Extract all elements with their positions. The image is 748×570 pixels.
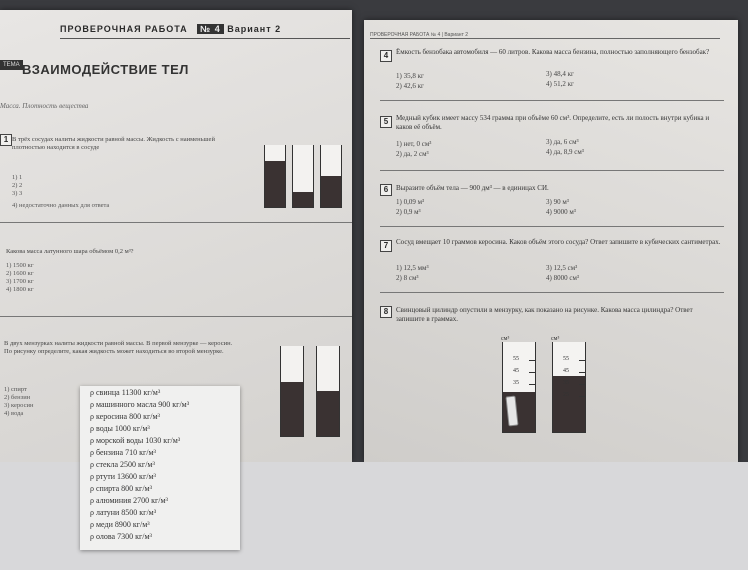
measuring-cylinder-1 (501, 336, 536, 433)
density-row: ρ меди 8900 кг/м³ (90, 520, 150, 529)
beaker-1 (280, 346, 304, 437)
cylinder-2-unit: см³ (551, 336, 560, 342)
vessel-3-liquid (321, 176, 341, 207)
question-2-text: Какова масса латунного шара объёмом 0,2 м³? (6, 248, 134, 255)
question-4-option-3: 3) 48,4 кг (546, 70, 574, 78)
beaker-2 (316, 346, 340, 437)
question-2-option-1: 1) 1500 кг (6, 262, 34, 269)
variant-label: Вариант 2 (227, 24, 282, 34)
question-2-option-3: 3) 1700 кг (6, 278, 34, 285)
scale-tick (529, 384, 535, 385)
question-4-option-4: 4) 51,2 кг (546, 80, 574, 88)
divider (0, 222, 352, 223)
question-5-option-1: 1) нет, 0 см³ (396, 140, 432, 148)
scale-tick (579, 384, 585, 385)
question-1-number: 1 (0, 134, 12, 146)
question-8-number: 8 (380, 306, 392, 318)
scale-label: 45 (513, 368, 519, 374)
question-2-option-4: 4) 1800 кг (6, 286, 34, 293)
scale-tick (579, 396, 585, 397)
density-row: ρ свинца 11300 кг/м³ (90, 388, 161, 397)
left-page-header (60, 24, 350, 39)
vessel-3 (320, 145, 342, 208)
question-6-text: Выразите объём тела — 900 дм³ — в единицах СИ. (396, 184, 549, 192)
question-4-number: 4 (380, 50, 392, 62)
topic-tag: ТЕМА (0, 60, 23, 70)
scale-label: 35 (513, 380, 519, 386)
question-1-option-1: 1) 1 (12, 174, 23, 181)
question-3-option-1: 1) спирт (4, 386, 27, 393)
question-4-text: Ёмкость бензобака автомобиля — 60 литров. Какова масса бензина, полностью заполняющего бензобак? (396, 48, 710, 56)
question-7-option-2: 2) 8 см³ (396, 274, 419, 282)
question-1-option-4: 4) недостаточно данных для ответа (12, 202, 110, 209)
question-6-option-3: 3) 90 м³ (546, 198, 569, 206)
density-row: ρ латуни 8500 кг/м³ (90, 508, 157, 517)
measuring-cylinder-2 (551, 336, 586, 433)
scale-label: 35 (563, 380, 569, 386)
question-5-option-3: 3) да, 6 см³ (546, 138, 579, 146)
right-page-header: ПРОВЕРОЧНАЯ РАБОТА № 4 | Вариант 2 (370, 32, 720, 39)
question-6-option-1: 1) 0,09 м³ (396, 198, 425, 206)
scale-tick (529, 372, 535, 373)
header-text: ПРОВЕРОЧНАЯ РАБОТА (60, 24, 188, 34)
question-1-option-3: 3) 3 (12, 190, 23, 197)
question-7-text: Сосуд вмещает 10 граммов керосина. Каков объём этого сосуда? Ответ запишите в кубических сантиметрах. (396, 238, 721, 246)
beaker-2-liquid (317, 391, 339, 436)
question-3-option-3: 3) керосин (4, 402, 34, 409)
divider (380, 292, 724, 293)
vessel-1 (264, 145, 286, 208)
divider (380, 170, 724, 171)
question-5-option-2: 2) да, 2 см³ (396, 150, 429, 158)
topic-subtitle: Масса. Плотность вещества (0, 102, 89, 110)
cylinder-1-unit: см³ (501, 336, 510, 342)
density-reference-card (80, 386, 240, 550)
density-row: ρ ртути 13600 кг/м³ (90, 472, 156, 481)
question-4-option-1: 1) 35,8 кг (396, 72, 424, 80)
question-1-option-2: 2) 2 (12, 182, 23, 189)
density-row: ρ стекла 2500 кг/м³ (90, 460, 155, 469)
scale-label: 55 (513, 356, 519, 362)
question-3-text: В двух мензурках налиты жидкости равной массы. В первой мензурке — керосин. По рисунку определите, какая жидкость может находиться во второй мензурке. (4, 340, 233, 355)
scale-label: 25 (563, 392, 569, 398)
scale-tick (579, 360, 585, 361)
question-7-option-3: 3) 12,5 см³ (546, 264, 578, 272)
question-7-option-4: 4) 8000 см³ (546, 274, 579, 282)
density-row: ρ машинного масла 900 кг/м³ (90, 400, 190, 409)
question-3-option-4: 4) вода (4, 410, 24, 417)
question-5-option-4: 4) да, 8,9 см³ (546, 148, 584, 156)
divider (380, 226, 724, 227)
right-worksheet-page (364, 20, 738, 462)
density-row: ρ бензина 710 кг/м³ (90, 448, 156, 457)
work-number: № 4 (197, 24, 224, 34)
question-7-number: 7 (380, 240, 392, 252)
density-row: ρ олова 7300 кг/м³ (90, 532, 152, 541)
question-6-option-4: 4) 9000 м³ (546, 208, 576, 216)
scale-tick (529, 360, 535, 361)
question-6-number: 6 (380, 184, 392, 196)
density-row: ρ морской воды 1030 кг/м³ (90, 436, 181, 445)
scale-label: 55 (563, 356, 569, 362)
scale-label: 45 (563, 368, 569, 374)
question-3-option-2: 2) бензин (4, 394, 31, 401)
question-7-option-1: 1) 12,5 мм³ (396, 264, 429, 272)
scale-tick (579, 372, 585, 373)
beaker-1-liquid (281, 382, 303, 436)
density-row: ρ спирта 800 кг/м³ (90, 484, 152, 493)
question-8-text: Свинцовый цилиндр опустили в мензурку, как показано на рисунке. Какова масса цилиндра? Ответ запишите в граммах. (396, 306, 693, 323)
divider (0, 316, 352, 317)
density-row: ρ керосина 800 кг/м³ (90, 412, 160, 421)
question-4-option-2: 2) 42,6 кг (396, 82, 424, 90)
divider (380, 100, 724, 101)
question-2-option-2: 2) 1600 кг (6, 270, 34, 277)
question-5-text: Медный кубик имеет массу 534 грамма при объёме 60 см³. Определите, есть ли полость внутри кубика и каков её объём. (396, 114, 710, 131)
question-5-number: 5 (380, 116, 392, 128)
vessel-2-liquid (293, 192, 313, 208)
question-6-option-2: 2) 0,9 м³ (396, 208, 421, 216)
question-1-text: В трёх сосудах налиты жидкости равной массы. Жидкость с наименьшей плотностью находится в сосуде (12, 136, 215, 151)
topic-title: ВЗАИМОДЕЙСТВИЕ ТЕЛ (22, 62, 189, 77)
density-row: ρ воды 1000 кг/м³ (90, 424, 150, 433)
vessel-2 (292, 145, 314, 208)
density-row: ρ алюминия 2700 кг/м³ (90, 496, 168, 505)
vessel-1-liquid (265, 161, 285, 208)
